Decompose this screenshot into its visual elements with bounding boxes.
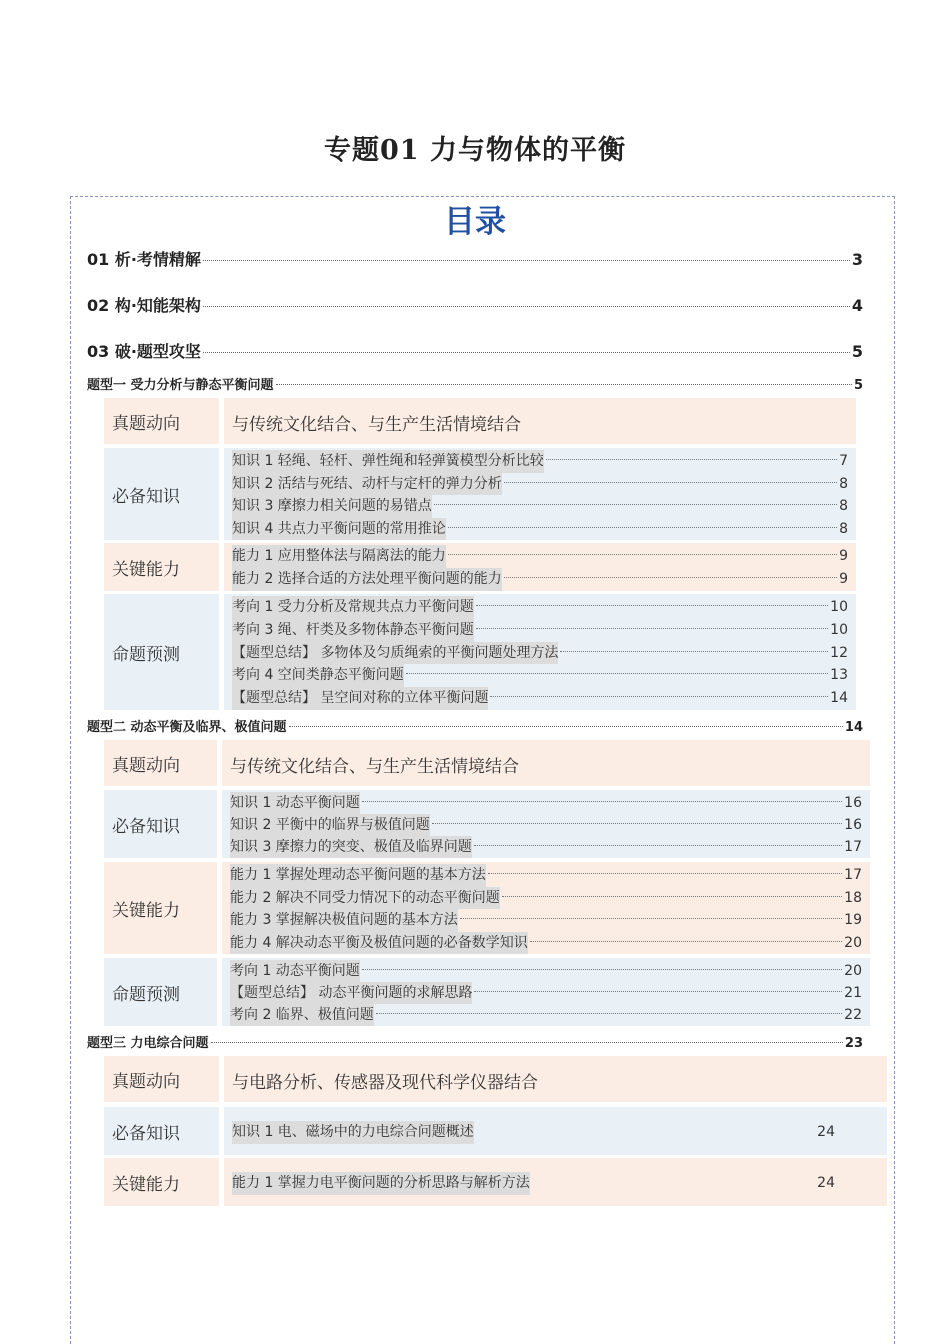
toc-item-page: 18 bbox=[844, 889, 862, 906]
category-label: 必备知识 bbox=[104, 448, 219, 540]
dot-leader bbox=[560, 651, 828, 652]
category-label: 必备知识 bbox=[104, 1107, 219, 1155]
toc-item[interactable] bbox=[232, 619, 848, 642]
category-label: 真题动向 bbox=[104, 1056, 219, 1102]
entry-list bbox=[222, 958, 870, 1026]
toc-entry-page: 4 bbox=[851, 296, 863, 315]
toc-item-text: 能力 2 选择合适的方法处理平衡问题的能力 bbox=[232, 568, 502, 591]
row-text: 与传统文化结合、与生产生活情境结合 bbox=[224, 398, 856, 444]
toc-item-text: 能力 1 掌握处理动态平衡问题的基本方法 bbox=[230, 864, 486, 887]
toc-item-page: 8 bbox=[839, 498, 848, 514]
toc-item-page: 7 bbox=[839, 453, 848, 469]
dot-leader bbox=[211, 1032, 843, 1043]
entry-list bbox=[224, 1158, 887, 1206]
row-guanjian bbox=[104, 862, 870, 954]
row-text: 与电路分析、传感器及现代科学仪器结合 bbox=[224, 1056, 887, 1102]
toc-item[interactable] bbox=[232, 495, 848, 518]
dot-leader bbox=[434, 504, 837, 505]
section-heading-label: 题型三 力电综合问题 bbox=[87, 1036, 209, 1051]
toc-item-page: 8 bbox=[839, 520, 848, 537]
category-label: 关键能力 bbox=[104, 862, 217, 954]
toc-entry[interactable] bbox=[87, 339, 863, 362]
toc-item-text: 考向 4 空间类静态平衡问题 bbox=[232, 664, 404, 687]
toc-entry-label: 03 破·题型攻坚 bbox=[87, 342, 201, 361]
toc-item-text: 知识 4 共点力平衡问题的常用推论 bbox=[232, 518, 446, 541]
toc-item[interactable] bbox=[230, 864, 862, 887]
toc-heading: 目录 bbox=[444, 204, 506, 240]
dot-leader bbox=[546, 459, 837, 460]
toc-item-page: 22 bbox=[844, 1007, 862, 1023]
toc-item-text: 能力 3 掌握解决极值问题的基本方法 bbox=[230, 909, 458, 932]
toc-item-text: 知识 3 摩擦力的突变、极值及临界问题 bbox=[230, 836, 472, 858]
dot-leader bbox=[474, 991, 842, 992]
toc-item[interactable] bbox=[230, 792, 862, 814]
toc-entry[interactable] bbox=[87, 293, 863, 316]
section-heading-page: 5 bbox=[853, 378, 863, 393]
toc-item[interactable] bbox=[232, 450, 848, 473]
dot-leader bbox=[448, 554, 837, 555]
toc-item[interactable] bbox=[230, 982, 862, 1004]
toc-item-page: 24 bbox=[817, 1123, 835, 1140]
row-mingti bbox=[104, 958, 870, 1026]
toc-item-page: 13 bbox=[830, 667, 848, 684]
toc-item-text: 考向 1 动态平衡问题 bbox=[230, 960, 360, 982]
section-heading[interactable] bbox=[87, 1032, 863, 1051]
toc-item[interactable] bbox=[232, 568, 848, 591]
toc-item-text: 知识 1 动态平衡问题 bbox=[230, 792, 360, 814]
toc-item-page: 21 bbox=[844, 985, 862, 1001]
toc-item[interactable] bbox=[230, 1004, 862, 1026]
dot-leader bbox=[460, 918, 842, 919]
dot-leader bbox=[276, 374, 852, 385]
row-mingti bbox=[104, 594, 856, 710]
toc-entry[interactable] bbox=[87, 247, 863, 270]
toc-item[interactable] bbox=[232, 1172, 835, 1195]
row-text: 与传统文化结合、与生产生活情境结合 bbox=[222, 740, 870, 786]
row-bibei bbox=[104, 1107, 887, 1155]
toc-item-page: 24 bbox=[817, 1174, 835, 1191]
toc-item-page: 19 bbox=[844, 912, 862, 928]
toc-item-text: 考向 3 绳、杆类及多物体静态平衡问题 bbox=[232, 619, 474, 642]
dot-leader bbox=[362, 969, 842, 970]
toc-item-text: 能力 2 解决不同受力情况下的动态平衡问题 bbox=[230, 887, 500, 910]
toc-item-page: 20 bbox=[844, 934, 862, 951]
row-guanjian bbox=[104, 1158, 887, 1206]
toc-item[interactable] bbox=[230, 836, 862, 858]
toc-item-text: 知识 3 摩擦力相关问题的易错点 bbox=[232, 495, 432, 518]
section-heading-page: 23 bbox=[844, 1036, 863, 1051]
toc-item[interactable] bbox=[232, 642, 848, 665]
dot-leader bbox=[376, 1013, 842, 1014]
section-heading-label: 题型二 动态平衡及临界、极值问题 bbox=[87, 720, 287, 735]
dot-leader bbox=[504, 577, 837, 578]
row-guanjian bbox=[104, 543, 856, 591]
section-heading[interactable] bbox=[87, 374, 863, 393]
toc-item-text: 知识 1 轻绳、轻杆、弹性绳和轻弹簧模型分析比较 bbox=[232, 450, 544, 473]
toc-item[interactable] bbox=[230, 932, 862, 955]
row-bibei bbox=[104, 448, 856, 540]
toc-entry-label: 02 构·知能架构 bbox=[87, 296, 201, 315]
toc-item-text: 知识 2 活结与死结、动杆与定杆的弹力分析 bbox=[232, 473, 502, 496]
toc-item-page: 17 bbox=[844, 839, 862, 855]
toc-entry-label: 01 析·考情精解 bbox=[87, 250, 201, 269]
dot-leader bbox=[203, 339, 850, 353]
dot-leader bbox=[502, 896, 842, 897]
entry-list bbox=[222, 790, 870, 858]
toc-entry-page: 3 bbox=[851, 250, 863, 269]
toc-item-text: 考向 2 临界、极值问题 bbox=[230, 1004, 374, 1026]
toc-item-page: 14 bbox=[830, 690, 848, 707]
toc-item[interactable] bbox=[232, 596, 848, 619]
entry-list bbox=[224, 1107, 887, 1155]
toc-item-page: 12 bbox=[830, 644, 848, 661]
dot-leader bbox=[432, 823, 842, 824]
toc-item-page: 9 bbox=[839, 571, 848, 587]
category-label: 命题预测 bbox=[104, 594, 219, 710]
dot-leader bbox=[504, 482, 837, 483]
entry-list bbox=[224, 448, 856, 540]
dot-leader bbox=[474, 845, 842, 846]
toc-item-page: 10 bbox=[830, 599, 848, 615]
dot-leader bbox=[476, 605, 828, 606]
section-heading-page: 14 bbox=[844, 720, 863, 735]
dot-leader bbox=[406, 673, 828, 674]
toc-item-page: 17 bbox=[844, 867, 862, 883]
toc-entry-page: 5 bbox=[851, 342, 863, 361]
dot-leader bbox=[362, 801, 842, 802]
toc-item-text: 知识 1 电、磁场中的力电综合问题概述 bbox=[232, 1121, 474, 1144]
category-label: 真题动向 bbox=[104, 740, 217, 786]
row-zhenti bbox=[104, 1056, 887, 1102]
toc-item-page: 10 bbox=[830, 621, 848, 638]
toc-item[interactable] bbox=[230, 960, 862, 982]
toc-item[interactable] bbox=[230, 814, 862, 836]
dot-leader bbox=[476, 628, 828, 629]
toc-item-text: 【题型总结】 多物体及匀质绳索的平衡问题处理方法 bbox=[232, 642, 558, 665]
dot-leader bbox=[488, 873, 842, 874]
toc-item-text: 【题型总结】 呈空间对称的立体平衡问题 bbox=[232, 687, 488, 710]
dot-leader bbox=[203, 293, 850, 307]
toc-item-text: 考向 1 受力分析及常规共点力平衡问题 bbox=[232, 596, 474, 619]
row-zhenti bbox=[104, 398, 856, 444]
toc-item[interactable] bbox=[232, 473, 848, 496]
entry-list bbox=[224, 594, 856, 710]
toc-item-page: 16 bbox=[844, 795, 862, 811]
dot-leader bbox=[490, 696, 828, 697]
toc-item-text: 能力 1 掌握力电平衡问题的分析思路与解析方法 bbox=[232, 1172, 530, 1195]
entry-list bbox=[224, 543, 856, 591]
dot-leader bbox=[289, 716, 843, 727]
section-heading[interactable] bbox=[87, 716, 863, 735]
dot-leader bbox=[530, 941, 842, 942]
toc-item-text: 知识 2 平衡中的临界与极值问题 bbox=[230, 814, 430, 836]
section-heading-label: 题型一 受力分析与静态平衡问题 bbox=[87, 378, 274, 393]
toc-item[interactable] bbox=[232, 518, 848, 541]
toc-item-page: 16 bbox=[844, 817, 862, 833]
category-label: 真题动向 bbox=[104, 398, 219, 444]
toc-item-page: 9 bbox=[839, 548, 848, 564]
toc-item-text: 能力 4 解决动态平衡及极值问题的必备数学知识 bbox=[230, 932, 528, 955]
toc-item[interactable] bbox=[232, 545, 848, 568]
toc-item[interactable] bbox=[230, 909, 862, 932]
category-label: 命题预测 bbox=[104, 958, 217, 1026]
page-title: 专题01 力与物体的平衡 bbox=[324, 135, 626, 166]
dot-leader bbox=[203, 247, 850, 261]
category-label: 关键能力 bbox=[104, 543, 219, 591]
entry-list bbox=[222, 862, 870, 954]
toc-item-text: 能力 1 应用整体法与隔离法的能力 bbox=[232, 545, 446, 568]
category-label: 关键能力 bbox=[104, 1158, 219, 1206]
row-zhenti bbox=[104, 740, 870, 786]
toc-item-text: 【题型总结】 动态平衡问题的求解思路 bbox=[230, 982, 472, 1004]
toc-item-page: 20 bbox=[844, 963, 862, 979]
toc-item[interactable] bbox=[232, 687, 848, 710]
toc-item[interactable] bbox=[232, 1121, 835, 1144]
dot-leader bbox=[448, 527, 837, 528]
toc-item[interactable] bbox=[230, 887, 862, 910]
row-bibei bbox=[104, 790, 870, 858]
toc-item[interactable] bbox=[232, 664, 848, 687]
category-label: 必备知识 bbox=[104, 790, 217, 858]
toc-item-page: 8 bbox=[839, 475, 848, 492]
